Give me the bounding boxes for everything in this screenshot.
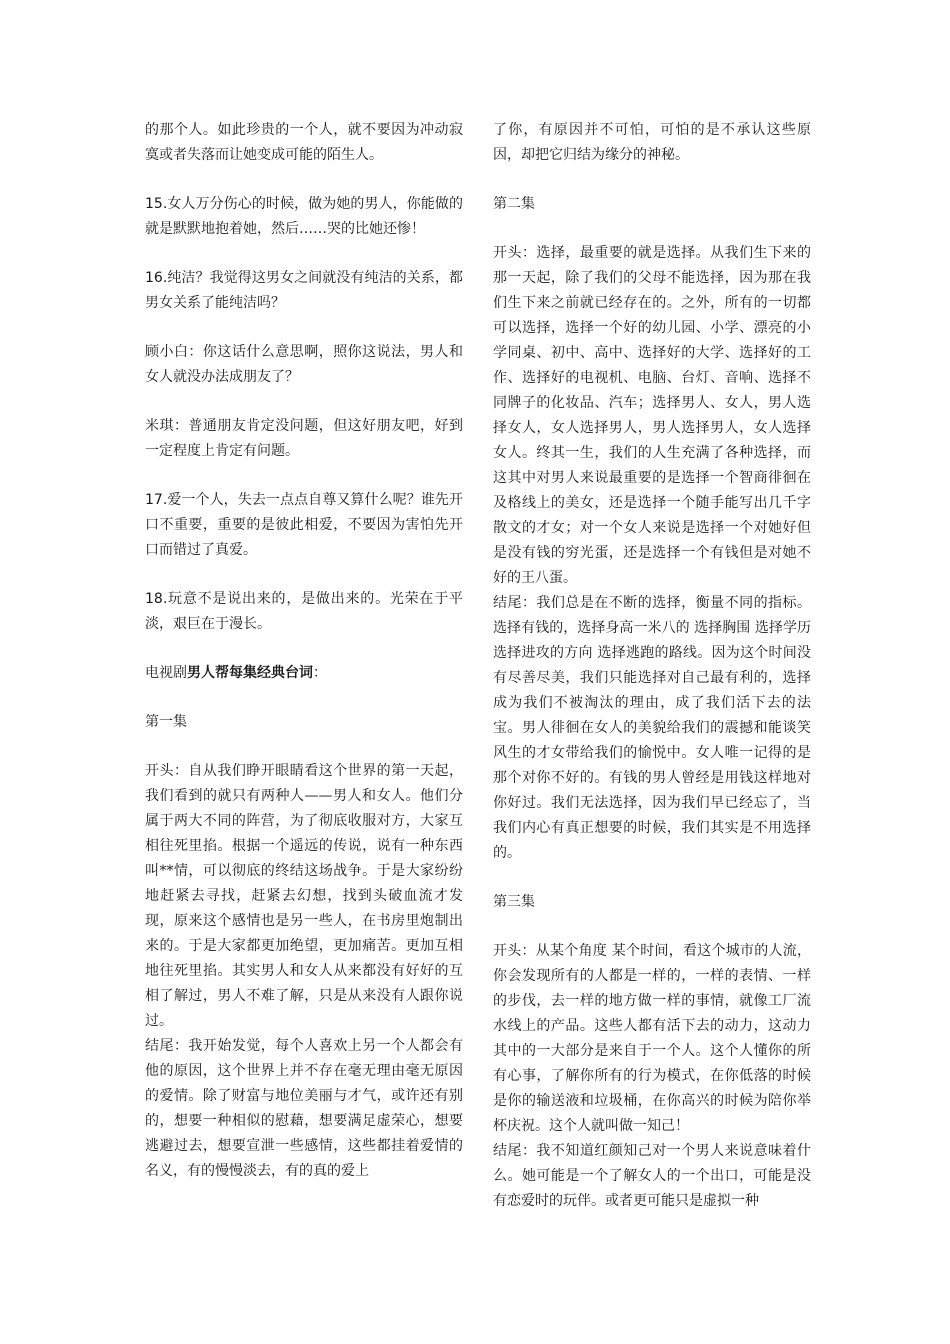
item-16 xyxy=(145,266,463,316)
episode-2-opening: 开头：选择，最重要的就是选择。从我们生下来的那一天起，除了我们的父母不能选择，因为那在我们生下来之前就已经存在的。之外，所有的一切都可以选择，选择一个好的幼儿园、小学、漂亮的小学同桌、初中、高中、选择好的大学、选择好的工作、选择好的电视机、电脑、台灯、音响、选择不同牌子的化妆品、汽车；选择男人、女人，男人选择女人，女人选择男人，男人选择男人，女人选择女人。终其一生，我们的人生充满了各种选择，而这其中对男人来说最重要的是选择一个智商徘徊在及格线上的美女，还是选择一个随手能写出几千字散文的才女；对一个女人来说是选择一个对她好但是没有钱的穷光蛋，还是选择一个有钱但是对她不好的王八蛋。 xyxy=(493,245,811,586)
tv-title: 男人帮每集经典台词 xyxy=(187,665,313,681)
item-15 xyxy=(145,192,463,242)
right-column xyxy=(493,118,811,1214)
episode-3-opening: 开头：从某个角度 某个时间，看这个城市的人流，你会发现所有的人都是一样的，一样的表情、一样的步伐，去一样的地方做一样的事情，就像工厂流水线上的产品。这些人都有活下去的动力，这动力其中的一大部分是来自于一个人。这个人懂你的所有心事，了解你所有的行为模式，在你低落的时候是你的输送液和垃圾桶，在你高兴的时候为陪你举杯庆祝。这个人就叫做一知己！ xyxy=(493,943,811,1134)
item-16-number: 16. xyxy=(145,270,168,286)
episode-3-ending: 结尾：我不知道红颜知己对一个男人来说意味着什么。她可能是一个了解女人的一个出口，可能是没有恋爱时的玩伴。或者更可能只是虚拟一种 xyxy=(493,1143,811,1209)
left-column xyxy=(145,118,463,1184)
item-15-number: 15. xyxy=(145,196,168,212)
item-18-number: 18. xyxy=(145,591,168,607)
episode-3-title: 第三集 xyxy=(493,894,535,910)
item-17-number: 17. xyxy=(145,492,168,508)
episode-2-ending: 结尾：我们总是在不断的选择，衡量不同的指标。选择有钱的，选择身高一米八的 选择胸围 选择学历 选择进攻的方向 选择逃跑的路线。因为这个时间没有尽善尽美，我们只能选择对自己最有利的，选择成为我们不被淘汰的理由，成了我们活下去的法宝。男人徘徊在女人的美貌给我们的震撼和能谈笑风生的才女带给我们的愉悦中。女人唯一记得的是那个对你不好的。有钱的男人曾经是用钱这样地对你好过。我们无法选择，因为我们早已经忘了，当我们内心有真正想要的时候，我们其实是不用选择的。 xyxy=(493,595,811,861)
episode-1-opening: 开头：自从我们睁开眼睛看这个世界的第一天起，我们看到的就只有两种人——男人和女人。他们分属于两大不同的阵营，为了彻底收服对方，大家互相往死里掐。根据一个遥远的传说，说有一种东西叫**情，可以彻底的终结这场战争。于是大家纷纷地赶紧去寻找，赶紧去幻想，找到头破血流才发现，原来这个感情也是另一些人，在书房里炮制出来的。于是大家都更加绝望，更加痛苦。更加互相地往死里掐。其实男人和女人从来都没有好好的互相了解过，男人不难了解，只是从来没有人跟你说过。 xyxy=(145,763,463,1029)
item-17 xyxy=(145,488,463,563)
dialog-miqi: 米琪：普通朋友肯定没问题，但这好朋友吧，好到一定程度上肯定有问题。 xyxy=(145,418,463,459)
item-18 xyxy=(145,587,463,637)
item-15-text: 女人万分伤心的时候，做为她的男人，你能做的就是默默地抱着她，然后……哭的比她还惨！ xyxy=(145,196,463,237)
episode-1-ending: 结尾：我开始发觉，每个人喜欢上另一个人都会有他的原因，这个世界上并不存在毫无理由毫无原因的爱情。除了财富与地位美丽与才气，或许还有别的，想要一种相似的慰藉，想要满足虚荣心，想要逃避过去，想要宣泄一些感情，这些都挂着爱情的名义，有的慢慢淡去，有的真的爱上 xyxy=(145,1038,463,1179)
item-18-text: 玩意不是说出来的，是做出来的。光荣在于平淡，艰巨在于漫长。 xyxy=(145,591,463,632)
dialog-gu-xiaobai: 顾小白：你这话什么意思啊，照你这说法，男人和女人就没办法成朋友了？ xyxy=(145,344,463,385)
intro-paragraph: 的那个人。如此珍贵的一个人，就不要因为冲动寂寞或者失落而让她变成可能的陌生人。 xyxy=(145,122,463,163)
tv-prefix: 电视剧 xyxy=(145,665,187,681)
item-16-text: 纯洁？我觉得这男女之间就没有纯洁的关系，都男女关系了能纯洁吗？ xyxy=(145,270,463,311)
item-17-text: 爱一个人，失去一点点自尊又算什么呢？谁先开口不重要，重要的是彼此相爱，不要因为害怕先开口而错过了真爱。 xyxy=(145,492,463,558)
continued-paragraph: 了你，有原因并不可怕，可怕的是不承认这些原因，却把它归结为缘分的神秘。 xyxy=(493,122,811,163)
tv-suffix: ： xyxy=(313,665,327,681)
tv-series-heading xyxy=(145,661,463,686)
episode-2-title: 第二集 xyxy=(493,196,535,212)
episode-1-title: 第一集 xyxy=(145,714,187,730)
